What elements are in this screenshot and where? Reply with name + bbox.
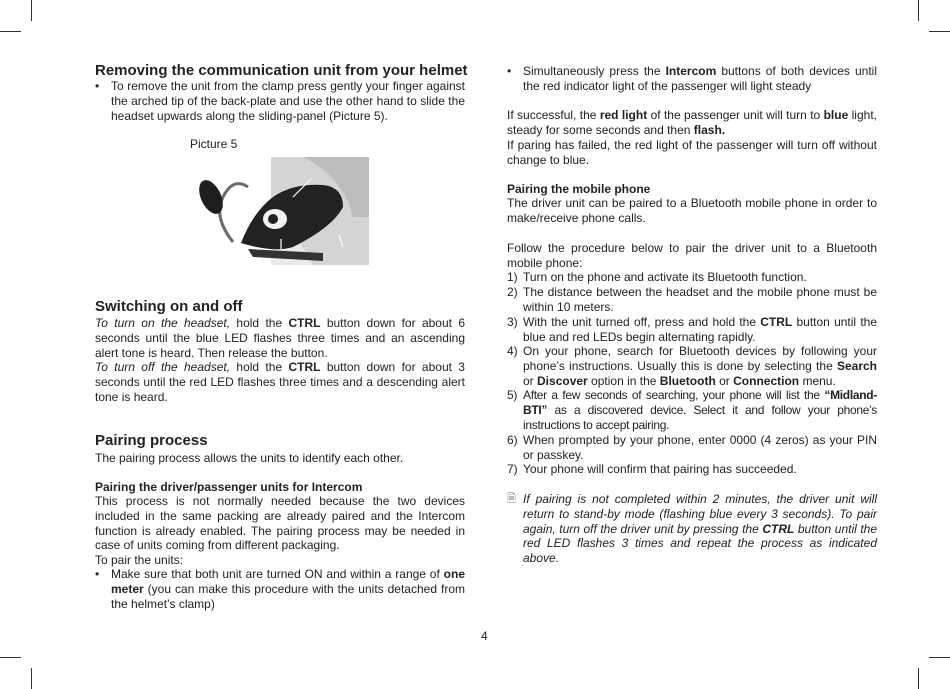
crop-mark	[0, 657, 21, 658]
step-item: 2) The distance between the headset and the mobile phone must be within 10 meters.	[507, 285, 877, 314]
intercom-bullet: • Simultaneously press the Intercom buttons of both devices until the red indicator light of the passenger will light steady	[507, 64, 877, 93]
success-paragraph: If successful, the red light of the passenger unit will turn to blue light, steady for some seconds and then flash.	[507, 108, 877, 137]
removing-bullet: • To remove the unit from the clamp press gently your finger against the arched tip of the back-plate and use the other hand to slide the headset upwards along the sliding-panel (Picture 5).	[95, 79, 465, 123]
mobile-subheading: Pairing the mobile phone	[507, 182, 651, 196]
switch-on-paragraph: To turn on the headset, hold the CTRL button down for about 6 seconds until the blue LED flashes three times and an ascending alert tone is heard. Then release the button.	[95, 316, 465, 360]
step-item: 3) With the unit turned off, press and hold the CTRL button until the blue and red LEDs begin alternating rapidly.	[507, 315, 877, 344]
crop-mark	[929, 31, 950, 32]
crop-mark	[31, 668, 32, 689]
crop-mark	[31, 0, 32, 21]
crop-mark	[918, 668, 919, 689]
bullet-dot: •	[95, 567, 100, 581]
pair-bullet: • Make sure that both unit are turned ON and within a range of one meter (you can make this procedure with the units detached from the helmet’s clamp)	[95, 567, 465, 611]
pairing-title: Pairing process	[95, 432, 208, 449]
bullet-dot: •	[95, 79, 100, 93]
step-item: 1) Turn on the phone and activate its Bluetooth function.	[507, 270, 807, 284]
failed-paragraph: If paring has failed, the red light of the passenger will turn off without change to blue.	[507, 138, 877, 167]
switching-title: Switching on and off	[95, 298, 243, 315]
follow-paragraph: Follow the procedure below to pair the driver unit to a Bluetooth mobile phone:	[507, 241, 877, 270]
to-pair-label: To pair the units:	[95, 553, 184, 567]
switch-off-paragraph: To turn off the headset, hold the CTRL button down for about 3 seconds until the red LED flashes three times and a descending alert tone is heard.	[95, 360, 465, 404]
bullet-dot: •	[507, 64, 512, 78]
mobile-paragraph: The driver unit can be paired to a Bluetooth mobile phone in order to make/receive phone calls.	[507, 196, 877, 225]
pairing-subheading: Pairing the driver/passenger units for Intercom	[95, 480, 363, 494]
step-item: 6) When prompted by your phone, enter 0000 (4 zeros) as your PIN or passkey.	[507, 433, 877, 462]
note-icon: 🗎	[507, 493, 516, 505]
crop-mark	[0, 31, 21, 32]
step-item: 7) Your phone will confirm that pairing has succeeded.	[507, 462, 797, 476]
pairing-intro: The pairing process allows the units to identify each other.	[95, 451, 404, 465]
step-item: 4) On your phone, search for Bluetooth devices by following your phone’s instructions. Usually this is done by selecting the Search or Discover option in the Bluetooth or Connection menu.	[507, 344, 877, 388]
crop-mark	[918, 0, 919, 21]
removing-title: Removing the communication unit from your helmet	[95, 62, 468, 79]
page-number: 4	[481, 629, 488, 643]
picture-caption: Picture 5	[190, 137, 238, 151]
crop-mark	[929, 657, 950, 658]
step-item: 5) After a few seconds of searching, your phone will list the “Midland-BTI” as a discovered device. Select it and follow your phone’s instructions to accept pairing.	[507, 388, 877, 432]
headset-picture	[193, 157, 369, 265]
note-block: 🗎 If pairing is not completed within 2 minutes, the driver unit will return to stand-by mode (flashing blue every 3 seconds). To pair again, turn off the driver unit by pressing the CTRL button until the red LED flashes 3 times and repeat the process as indicated above.	[507, 492, 878, 566]
pairing-paragraph: This process is not normally needed because the two devices included in the same packing are already paired and the Intercom function is already enabled. The pairing process may be needed in case of units coming from different packaging.	[95, 494, 465, 553]
